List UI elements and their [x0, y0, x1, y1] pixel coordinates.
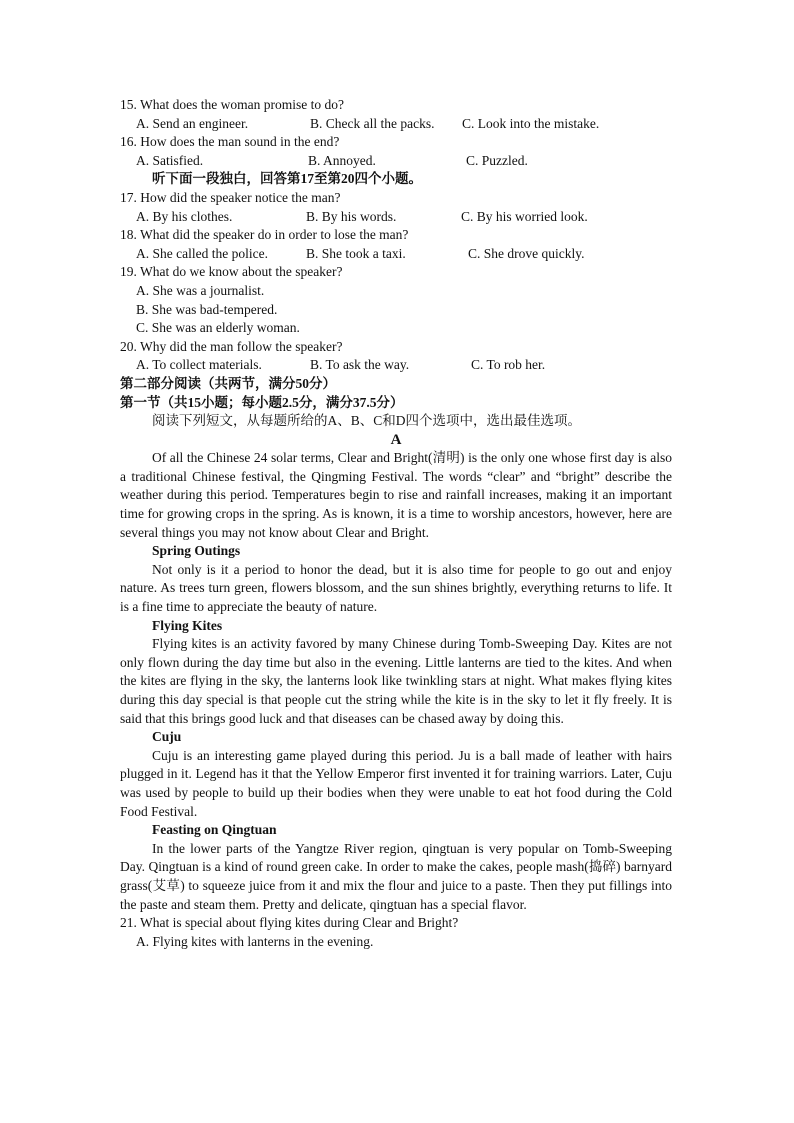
question-21-option-a: A. Flying kites with lanterns in the evening. — [136, 933, 374, 949]
section1-title: 第一节（共15小题；每小题2.5分，满分37.5分） — [120, 394, 404, 410]
part2-title: 第二部分阅读（共两节，满分50分） — [120, 375, 336, 391]
question-20-stem: 20. Why did the man follow the speaker? — [120, 338, 343, 354]
option-c: C. She drove quickly. — [468, 245, 585, 261]
passage-label: A — [390, 431, 402, 448]
question-15-stem: 15. What does the woman promise to do? — [120, 97, 344, 112]
heading-spring-outings: Spring Outings — [152, 543, 241, 559]
option-c: C. Look into the mistake. — [462, 115, 600, 131]
question-19-option-b: B. She was bad-tempered. — [136, 301, 278, 317]
option-c: C. Puzzled. — [466, 152, 528, 168]
passage-paragraph-1: Of all the Chinese 24 solar terms, Clear and Bright(清明) is the only one whose first day is also a traditional Chinese festival, the Qingming Festival. The words “clear” and “bright” describe the weather during this period. Temperatures begin to rise and rainfall increases, making it an important time for growing crops in the spring. As is known, it is a time to worship ancestors, however, here are several things you may not know about Clear and Bright. — [120, 450, 672, 540]
option-a: A. To collect materials. — [136, 357, 262, 373]
option-a: A. Satisfied. — [136, 152, 204, 168]
option-b: B. Annoyed. — [308, 152, 376, 168]
heading-flying-kites: Flying Kites — [152, 617, 223, 633]
heading-feasting-on-qingtuan: Feasting on Qingtuan — [152, 822, 277, 838]
question-19-stem: 19. What do we know about the speaker? — [120, 264, 343, 280]
passage-paragraph-3: Flying kites is an activity favored by many Chinese during Tomb-Sweeping Day. Kites are not only flown during the day time but also in the evening. Little lanterns are tied to the kites. And when the kites are flying in the sky, the lanterns look like twinkling stars at night. What makes flying kites during this day special is that people cut the string while the kite is in the sky to let it fly freely. It is said that this brings good luck and that diseases can be chased away by doing this. — [120, 636, 672, 726]
option-b: B. She took a taxi. — [306, 245, 406, 261]
option-c: C. To rob her. — [471, 357, 546, 373]
question-17-stem: 17. How did the speaker notice the man? — [120, 189, 341, 205]
question-16-stem: 16. How does the man sound in the end? — [120, 134, 340, 150]
question-15-options — [120, 115, 672, 134]
passage-paragraph-5: In the lower parts of the Yangtze River region, qingtuan is very popular on Tomb-Sweeping Day. Qingtuan is a kind of round green cake. In order to make the cakes, people mash(捣碎) barnyard grass(艾草) to squeeze juice from it and mix the flour and juice to a paste. Then they put fillings into the paste and steam them. Pretty and delicate, qingtuan has a special flavor. — [120, 840, 672, 912]
question-17-options — [120, 208, 672, 227]
passage-paragraph-2: Not only is it a period to honor the dead, but it is also time for people to go out and enjoy nature. As trees turn green, flowers blossom, and the sun shines brightly, everything returns to life. It is a fine time to appreciate the beauty of nature. — [120, 561, 672, 615]
option-a: A. She called the police. — [136, 245, 268, 261]
passage-paragraph-4: Cuju is an interesting game played during this period. Ju is a ball made of leather with hairs plugged in it. Legend has it that the Yellow Emperor first invented it for training warriors. Later, Cuju was used by people to build up their bodies when they were unable to eat hot food during the Cold Food Festival. — [120, 747, 672, 819]
section-note: 听下面一段独白，回答第17至第20四个小题。 — [152, 171, 422, 187]
question-19-option-a: A. She was a journalist. — [136, 282, 265, 298]
question-20-options — [120, 356, 672, 375]
option-a: A. Send an engineer. — [136, 115, 249, 131]
option-b: B. By his words. — [306, 208, 397, 224]
question-21-stem: 21. What is special about flying kites during Clear and Bright? — [120, 915, 459, 931]
question-18-stem: 18. What did the speaker do in order to lose the man? — [120, 227, 409, 243]
question-18-options — [120, 245, 672, 264]
option-c: C. By his worried look. — [461, 208, 588, 224]
heading-cuju: Cuju — [152, 729, 182, 745]
option-b: B. To ask the way. — [310, 357, 410, 373]
question-16-options — [120, 152, 672, 171]
instructions: 阅读下列短文，从每题所给的A、B、C和D四个选项中，选出最佳选项。 — [152, 413, 582, 429]
option-b: B. Check all the packs. — [310, 115, 435, 131]
question-19-option-c: C. She was an elderly woman. — [136, 320, 300, 336]
exam-page — [120, 96, 672, 951]
option-a: A. By his clothes. — [136, 208, 233, 224]
